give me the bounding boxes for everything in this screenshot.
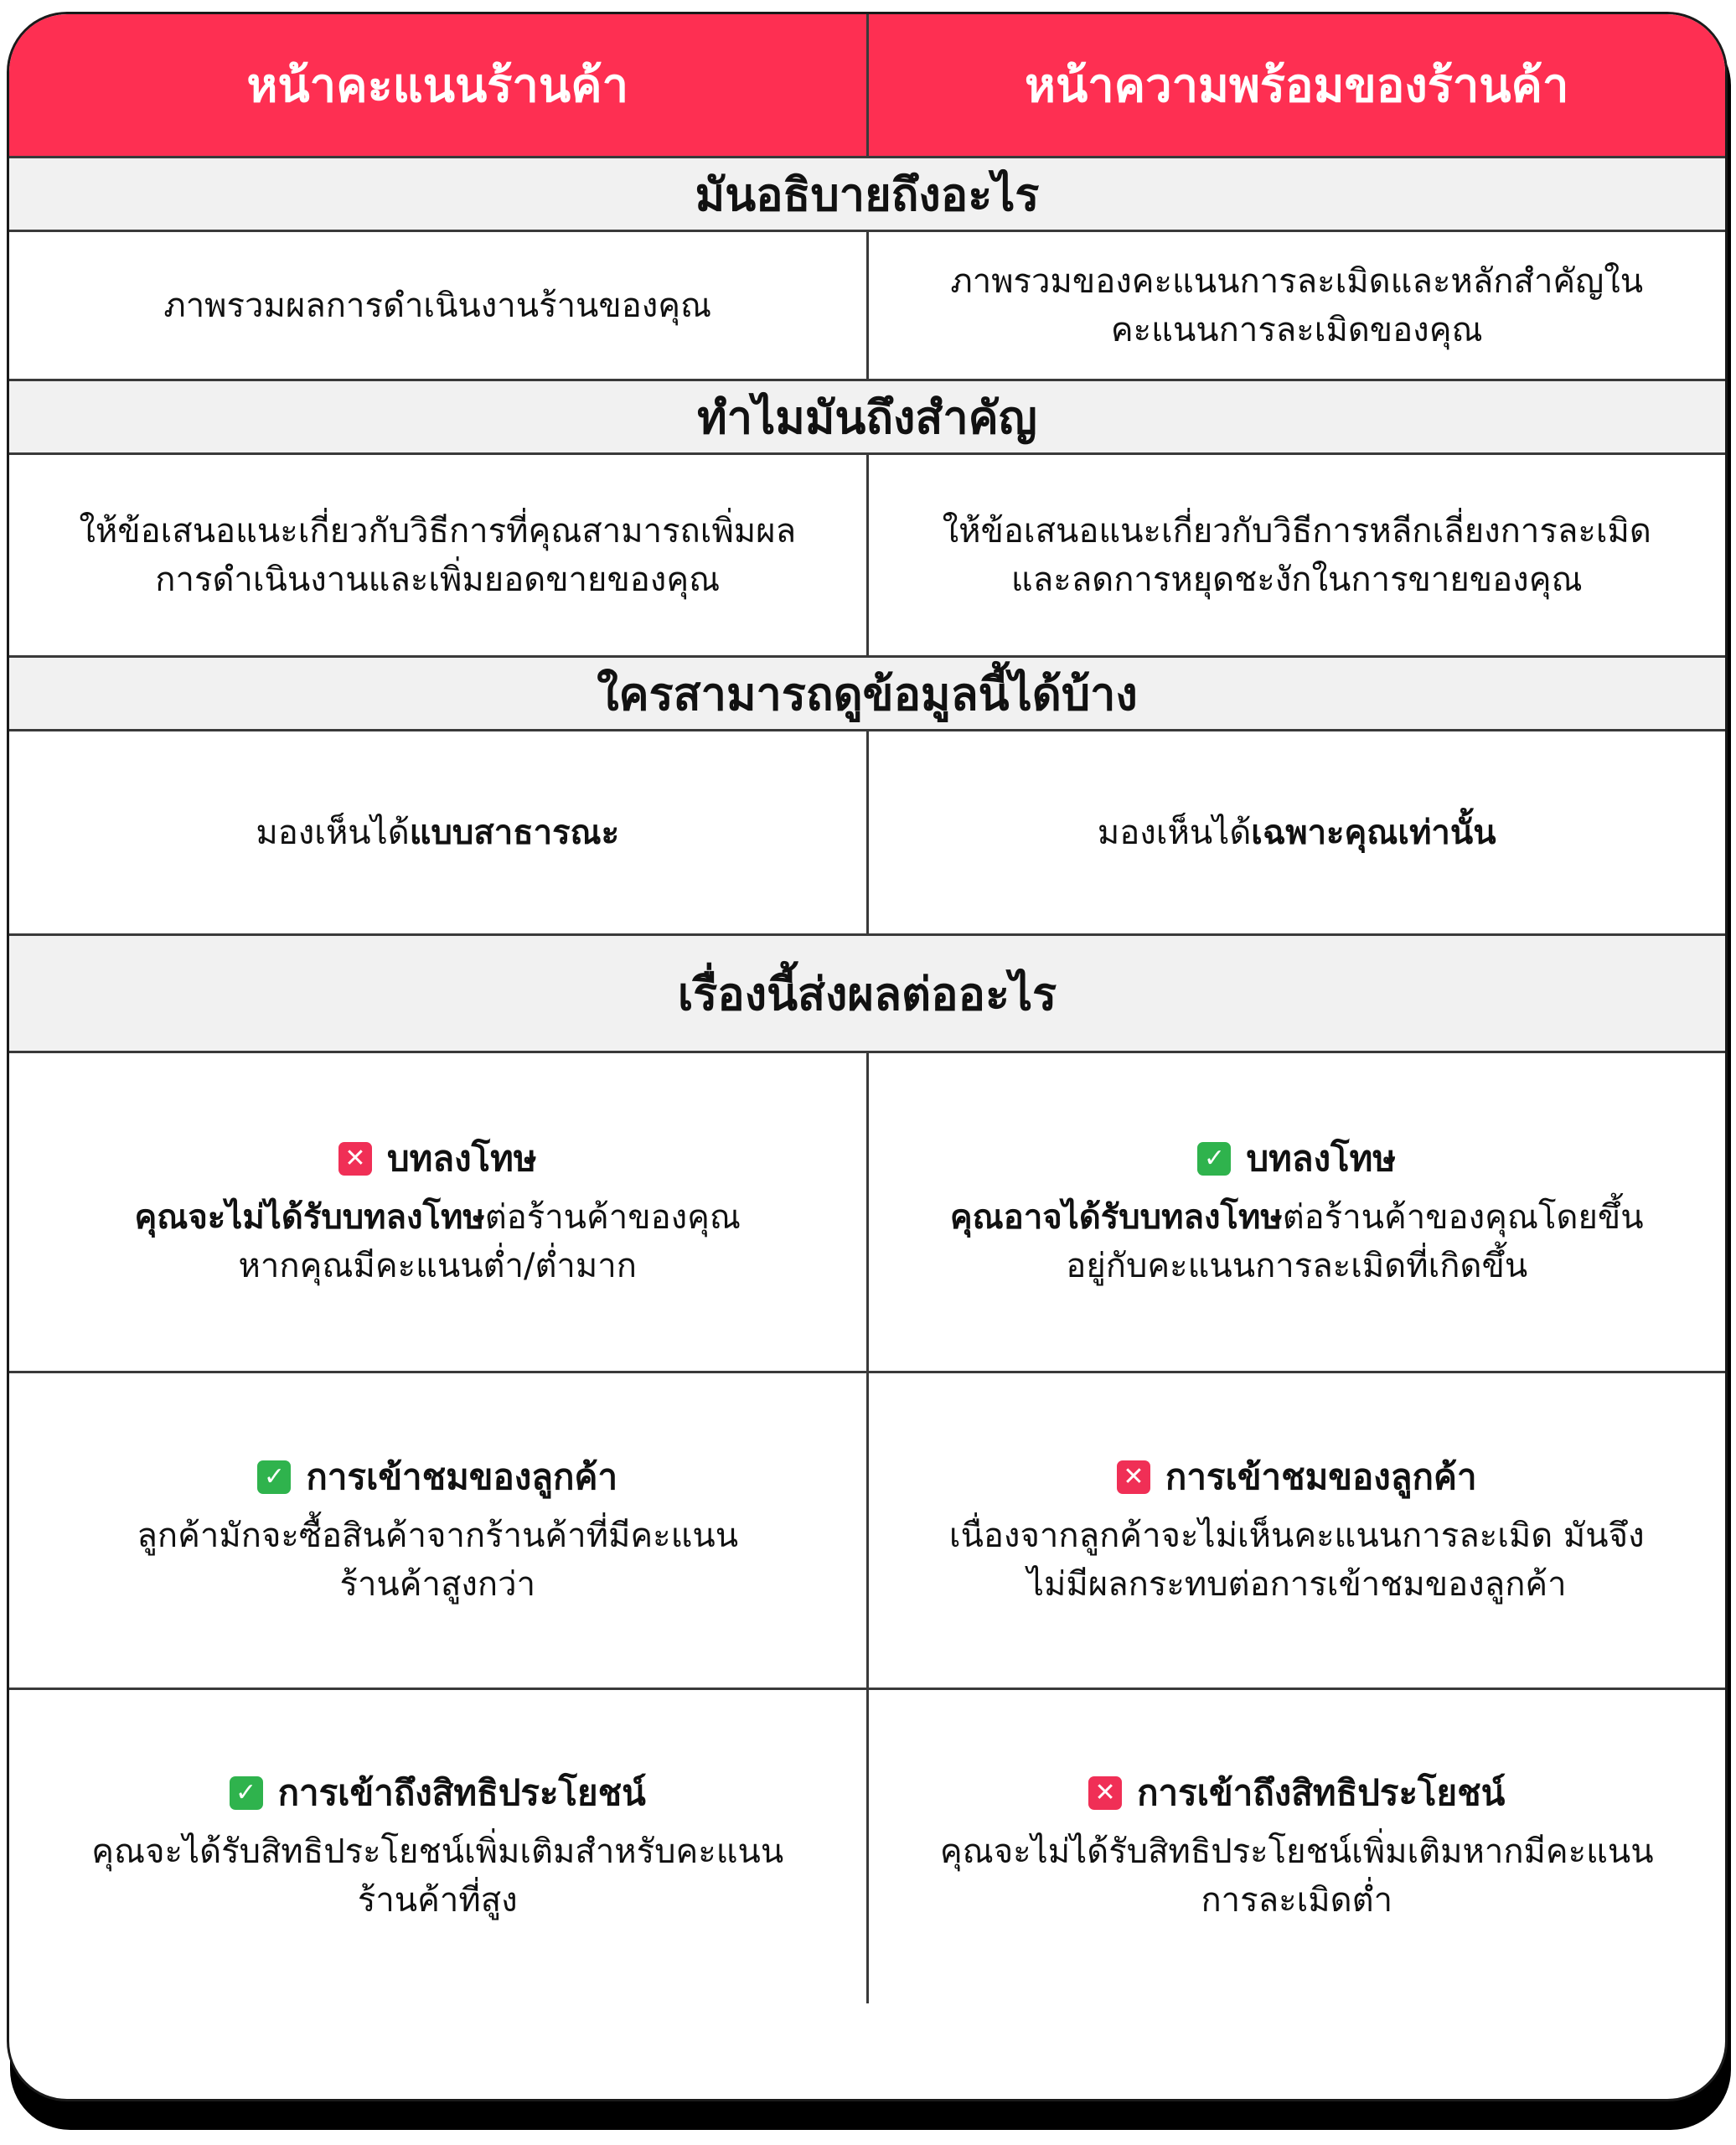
penalty-right-line2: อยู่กับคะแนนการละเมิดที่เกิดขึ้น: [1066, 1246, 1528, 1285]
check-icon: ✓: [230, 1776, 263, 1810]
why-left-line1: ให้ข้อเสนอแนะเกี่ยวกับวิธีการที่คุณสามารถเพิ่มผล: [79, 511, 797, 550]
who-right-prefix: มองเห็นได้: [1097, 813, 1252, 852]
benefits-left-title: การเข้าถึงสิทธิประโยชน์: [277, 1772, 646, 1813]
benefits-left-line1: คุณจะได้รับสิทธิประโยชน์เพิ่มเติมสำหรับคะแนน: [91, 1832, 784, 1871]
penalty-left-rest: ต่อร้านค้าของคุณ: [484, 1197, 741, 1237]
who-right-text: [1098, 809, 1496, 857]
traffic-left-line2: ร้านค้าสูงกว่า: [339, 1564, 536, 1604]
who-left-bold: แบบสาธารณะ: [409, 813, 620, 852]
penalty-left-cell: [9, 1053, 869, 1371]
penalty-right-title: บทลงโทษ: [1246, 1137, 1397, 1179]
header-store-readiness: หน้าความพร้อมของร้านค้า: [1025, 59, 1569, 113]
who-right-bold: เฉพาะคุณเท่านั้น: [1251, 813, 1496, 852]
benefits-left-line2: ร้านค้าที่สูง: [357, 1881, 518, 1920]
section-row-who: [9, 731, 1725, 936]
penalty-right-rest: ต่อร้านค้าของคุณโดยขึ้น: [1282, 1197, 1644, 1237]
penalty-right-cell: [869, 1053, 1726, 1371]
traffic-right-line2: ไม่มีผลกระทบต่อการเข้าชมของลูกค้า: [1026, 1564, 1567, 1604]
traffic-right-line1: เนื่องจากลูกค้าจะไม่เห็นคะแนนการละเมิด มันจึง: [948, 1516, 1645, 1555]
penalty-right-line1: [950, 1193, 1644, 1242]
comparison-table: [7, 12, 1728, 2101]
why-right-cell: [869, 455, 1726, 655]
who-right-cell: [869, 731, 1726, 933]
what-right-cell: [869, 232, 1726, 379]
benefits-left-cell: [9, 1690, 869, 2003]
why-right-line1: ให้ข้อเสนอแนะเกี่ยวกับวิธีการหลีกเลี่ยงการละเมิด: [942, 511, 1651, 550]
penalty-right-bold: คุณอาจได้รับบทลงโทษ: [949, 1197, 1283, 1237]
check-icon: ✓: [1197, 1142, 1231, 1176]
why-right-line2: และลดการหยุดชะงักในการขายของคุณ: [1010, 560, 1583, 599]
benefits-right-cell: [869, 1690, 1726, 2003]
cross-icon: ✕: [338, 1142, 372, 1176]
penalty-left-title-row: [338, 1135, 537, 1183]
traffic-right-cell: [869, 1373, 1726, 1688]
impact-row-benefits: [9, 1690, 1725, 2101]
section-row-why: [9, 455, 1725, 658]
traffic-left-cell: [9, 1373, 869, 1688]
benefits-left-title-row: [230, 1769, 646, 1817]
who-left-cell: [9, 731, 869, 933]
what-left-cell: [9, 232, 869, 379]
benefits-right-line1: คุณจะไม่ได้รับสิทธิประโยชน์เพิ่มเติมหากมีคะแนน: [939, 1832, 1654, 1871]
section-title-why: ทำไมมันถึงสำคัญ: [9, 381, 1725, 455]
traffic-right-title-row: [1117, 1453, 1477, 1502]
benefits-right-line2: การละเมิดต่ำ: [1201, 1881, 1393, 1920]
why-left-cell: [9, 455, 869, 655]
what-right-line2: คะแนนการละเมิดของคุณ: [1110, 310, 1483, 349]
section-title-impact: เรื่องนี้ส่งผลต่ออะไร: [9, 936, 1725, 1053]
penalty-left-bold: คุณจะไม่ได้รับบทลงโทษ: [134, 1197, 485, 1237]
traffic-left-line1: ลูกค้ามักจะซื้อสินค้าจากร้านค้าที่มีคะแนน: [137, 1516, 739, 1555]
who-left-prefix: มองเห็นได้: [256, 813, 410, 852]
section-row-what: [9, 232, 1725, 381]
traffic-left-title-row: [257, 1453, 617, 1502]
what-right-line1: ภาพรวมของคะแนนการละเมิดและหลักสำคัญใน: [950, 261, 1644, 301]
cross-icon: ✕: [1117, 1460, 1150, 1494]
section-title-who: ใครสามารถดูข้อมูลนี้ได้บ้าง: [9, 658, 1725, 731]
penalty-left-title: บทลงโทษ: [386, 1137, 537, 1179]
benefits-right-title: การเข้าถึงสิทธิประโยชน์: [1137, 1772, 1506, 1813]
who-left-text: [256, 809, 619, 857]
cross-icon: ✕: [1088, 1776, 1122, 1810]
penalty-right-title-row: [1197, 1135, 1396, 1183]
impact-row-traffic: [9, 1373, 1725, 1690]
traffic-left-title: การเข้าชมของลูกค้า: [306, 1455, 618, 1497]
penalty-left-line1: [134, 1193, 741, 1242]
check-icon: ✓: [257, 1460, 291, 1494]
what-left-text: ภาพรวมผลการดำเนินงานร้านของคุณ: [163, 286, 712, 325]
header-store-score: หน้าคะแนนร้านค้า: [9, 14, 869, 156]
section-title-what: มันอธิบายถึงอะไร: [9, 158, 1725, 232]
benefits-right-title-row: [1088, 1769, 1505, 1817]
traffic-right-title: การเข้าชมของลูกค้า: [1165, 1455, 1477, 1497]
table-header: [9, 14, 1725, 158]
why-left-line2: การดำเนินงานและเพิ่มยอดขายของคุณ: [155, 560, 721, 599]
impact-row-penalty: [9, 1053, 1725, 1373]
penalty-left-line2: หากคุณมีคะแนนต่ำ/ต่ำมาก: [238, 1246, 637, 1285]
